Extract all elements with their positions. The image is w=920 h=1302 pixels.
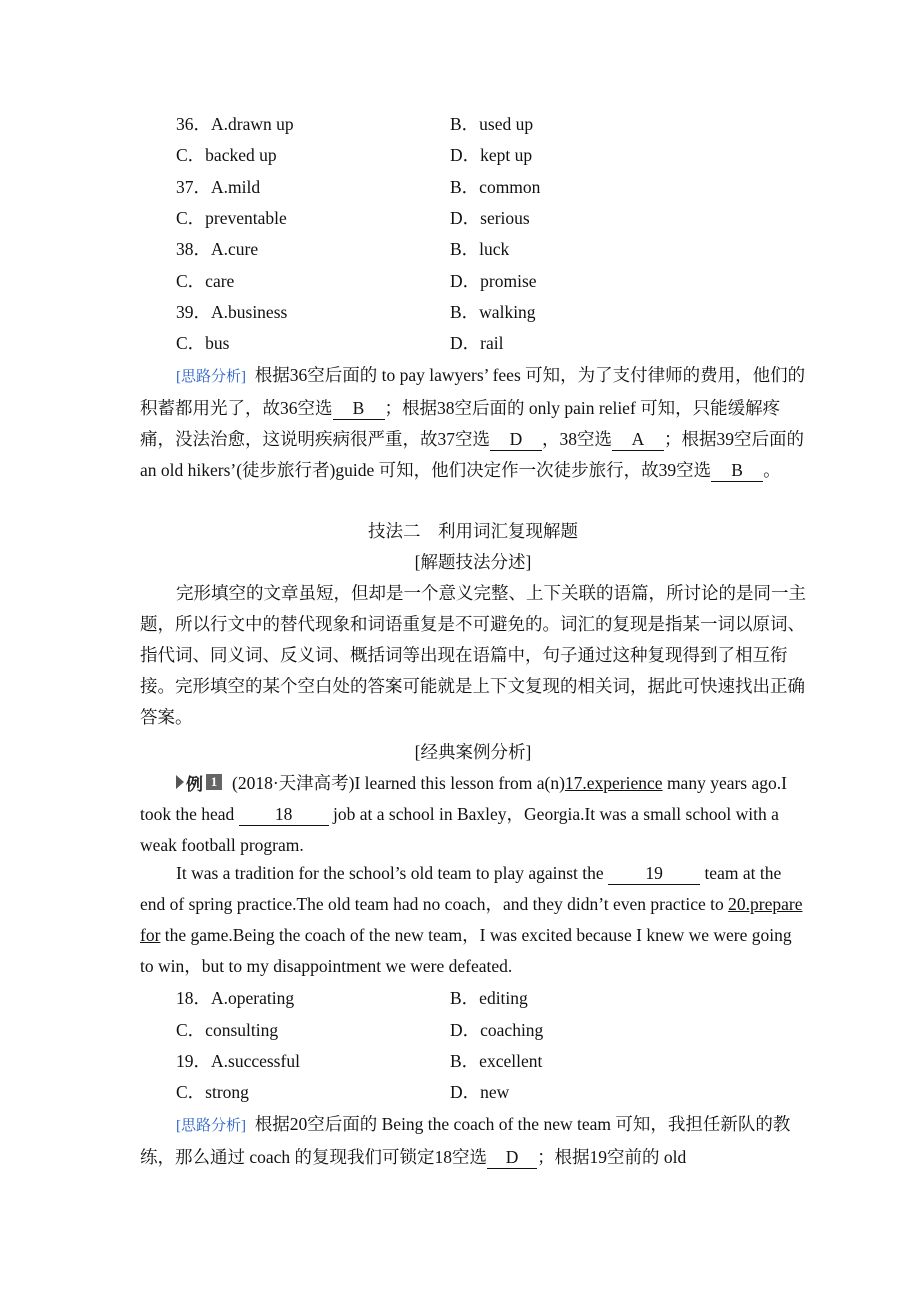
answer-blank: D: [490, 428, 542, 451]
option-row: [176, 331, 504, 355]
option-left: 36．A.drawn up: [176, 114, 294, 134]
answer-blank: B: [711, 459, 763, 482]
option-right: D．kept up: [450, 145, 533, 165]
overview-text: 完形填空的文章虽短，但却是一个意义完整、上下关联的语篇，所讨论的是同一主题，所以行文中的替代现象和词语重复是不可避免的。词汇的复现是指某一词以原词、指代词、同义词、反义词、概括词等出现在语篇中，句子通过这种复现得到了相互衔接。完形填空的某个空白处的答案可能就是上下文复现的相关词，据此可快速找出正确答案。: [140, 583, 806, 727]
option-left: 18．A.operating: [176, 988, 295, 1008]
option-left: 37．A.mild: [176, 177, 261, 197]
analysis-text: ；根据38空后面的 only pain relief 可知，只能缓解疼痛，没法治愈，这说明疾病很严重，故37空选: [140, 398, 781, 449]
option-left: 39．A.business: [176, 302, 288, 322]
option-right: B．walking: [450, 302, 536, 322]
example-marker-icon: 例 1: [176, 773, 224, 792]
option-row: [176, 1049, 543, 1073]
option-right: D．rail: [450, 333, 504, 353]
underlined-term: 17.experience: [564, 773, 663, 793]
analysis-paragraph: [140, 360, 806, 486]
analysis-text: 根据20空后面的 Being the coach of the new team 可知，我担任新队的教练，那么通过 coach 的复现我们可锁定18空选: [140, 1114, 791, 1167]
analysis-text: ；根据39空后面的 an old hikers’(徒步旅行者)guide 可知，他们决定作一次徒步旅行，故39空选: [140, 429, 804, 480]
analysis-text: 。: [763, 460, 781, 480]
example-passage-2: [140, 858, 806, 982]
option-row: [176, 175, 541, 199]
option-left: 38．A.cure: [176, 239, 259, 259]
analysis-tag: [思路分析]: [176, 1118, 246, 1134]
passage-text: team at the end of spring practice.The old team had no coach，and they didn’t even practice to: [140, 863, 782, 914]
passage-text: the game.Being the coach of the new team，I was excited because I knew we were going to win，but to my disappointment we were defeated.: [140, 925, 792, 976]
option-left: C．strong: [176, 1082, 249, 1102]
overview-paragraph: [140, 578, 806, 733]
underlined-term: 20.prepare for: [140, 894, 803, 945]
option-right: B．editing: [450, 988, 528, 1008]
option-right: D．new: [450, 1082, 510, 1102]
option-row: [176, 986, 528, 1010]
option-row: [176, 269, 537, 293]
analysis-tag: [思路分析]: [176, 369, 246, 385]
case-heading: [经典案例分析]: [414, 742, 532, 762]
passage-text: job at a school in Baxley，Georgia.It was a small school with a weak football program.: [140, 804, 779, 855]
option-left: C．care: [176, 271, 235, 291]
analysis-text: ；根据19空前的 old: [537, 1147, 687, 1167]
option-left: C．bus: [176, 333, 230, 353]
passage-text: I learned this lesson from a(n): [354, 773, 565, 793]
analysis-text: 根据36空后面的 to pay lawyers’ fees 可知，为了支付律师的费用，他们的积蓄都用光了，故36空选: [140, 365, 806, 418]
example-source: (2018·天津高考): [232, 773, 355, 793]
answer-blank: B: [333, 397, 385, 420]
overview-heading: [解题技法分述]: [414, 552, 532, 572]
option-row: [176, 237, 510, 261]
option-row: [176, 112, 534, 136]
option-right: D．coaching: [450, 1020, 544, 1040]
option-left: C．consulting: [176, 1020, 279, 1040]
option-row: [176, 143, 533, 167]
technique-title: 技法二 利用词汇复现解题: [368, 521, 578, 541]
answer-blank: A: [612, 428, 664, 451]
option-row: [176, 206, 530, 230]
option-row: [176, 1018, 544, 1042]
option-right: B．excellent: [450, 1051, 543, 1071]
passage-blank: 19: [608, 862, 700, 885]
example-passage: [140, 768, 806, 861]
passage-blank: 18: [239, 803, 329, 826]
option-row: [176, 1080, 510, 1104]
option-left: C．backed up: [176, 145, 277, 165]
option-right: D．promise: [450, 271, 537, 291]
answer-blank: D: [487, 1146, 537, 1169]
option-right: B．common: [450, 177, 541, 197]
option-right: D．serious: [450, 208, 530, 228]
analysis-paragraph-2: [140, 1109, 806, 1173]
option-right: B．luck: [450, 239, 510, 259]
option-left: C．preventable: [176, 208, 287, 228]
option-left: 19．A.successful: [176, 1051, 300, 1071]
passage-text: It was a tradition for the school’s old team to play against the: [176, 863, 609, 883]
passage-text: many years ago.I took the head: [140, 773, 787, 824]
analysis-text: ，38空选: [542, 429, 612, 449]
option-right: B．used up: [450, 114, 534, 134]
option-row: [176, 300, 536, 324]
